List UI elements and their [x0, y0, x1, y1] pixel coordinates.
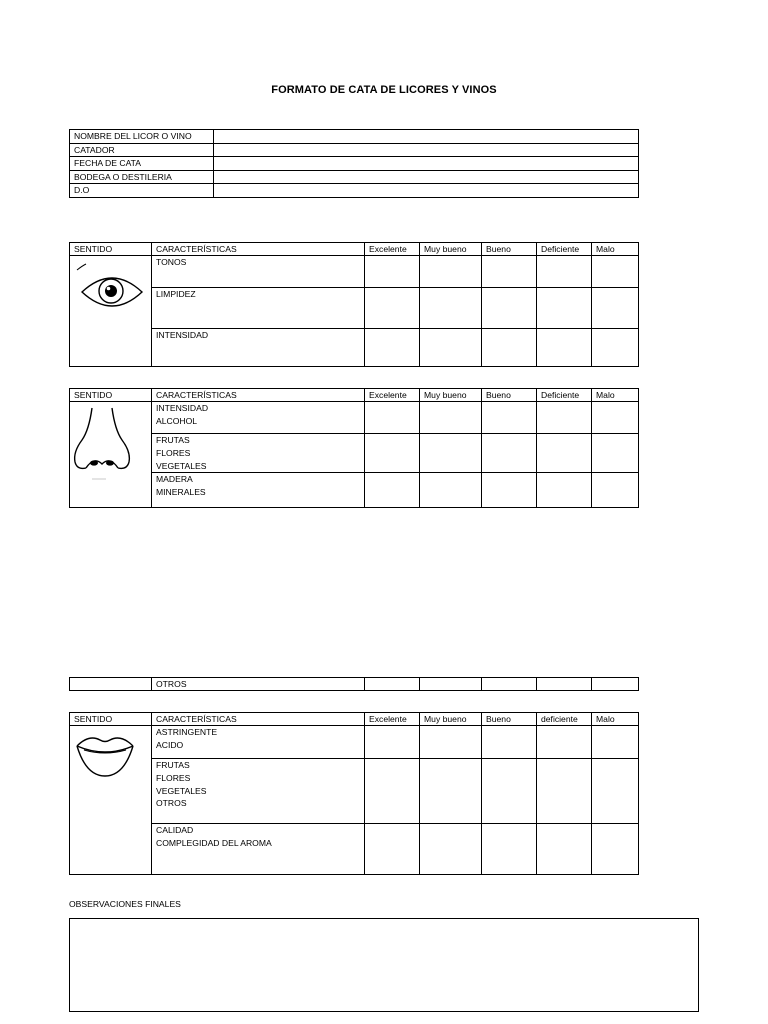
observations-textarea[interactable] — [69, 918, 699, 1012]
characteristic-label: LIMPIDEZ — [156, 289, 196, 299]
sense-cell-taste — [70, 726, 152, 875]
rating-cell-malo[interactable] — [592, 824, 639, 875]
nose-icon — [72, 404, 132, 482]
rating-cell-malo[interactable] — [592, 256, 639, 288]
sense-cell-smell — [70, 402, 152, 508]
header-muy-bueno: Muy bueno — [420, 713, 482, 726]
table-row — [70, 759, 639, 824]
rating-cell-malo[interactable] — [592, 726, 639, 759]
characteristic-cell — [152, 726, 365, 759]
characteristic-cell — [152, 256, 365, 288]
rating-cell-deficiente[interactable] — [537, 256, 592, 288]
rating-cell-deficiente[interactable] — [537, 329, 592, 367]
info-value-field[interactable] — [214, 184, 639, 198]
info-value-field[interactable] — [214, 157, 639, 171]
table-header-row — [70, 389, 639, 402]
characteristic-cell — [152, 434, 365, 473]
table-header-row — [70, 713, 639, 726]
rating-cell-deficiente[interactable] — [537, 759, 592, 824]
rating-cell-deficiente[interactable] — [537, 288, 592, 329]
info-label: FECHA DE CATA — [70, 157, 214, 171]
rating-cell-excelente[interactable] — [365, 678, 420, 691]
rating-cell-muy-bueno[interactable] — [420, 256, 482, 288]
rating-cell-excelente[interactable] — [365, 473, 420, 508]
table-row — [70, 256, 639, 288]
characteristic-cell — [152, 759, 365, 824]
header-malo: Malo — [592, 389, 639, 402]
header-muy-bueno: Muy bueno — [420, 389, 482, 402]
rating-cell-muy-bueno[interactable] — [420, 678, 482, 691]
characteristic-cell — [152, 288, 365, 329]
rating-cell-malo[interactable] — [592, 329, 639, 367]
table-row — [70, 434, 639, 473]
rating-cell-bueno[interactable] — [482, 473, 537, 508]
header-sentido: SENTIDO — [70, 243, 152, 256]
header-excelente: Excelente — [365, 389, 420, 402]
info-value-field[interactable] — [214, 170, 639, 184]
lips-icon — [74, 730, 136, 780]
header-bueno: Bueno — [482, 389, 537, 402]
sight-table — [69, 242, 639, 367]
rating-cell-bueno[interactable] — [482, 824, 537, 875]
header-caracteristicas: CARACTERÍSTICAS — [152, 389, 365, 402]
characteristic-label: INTENSIDAD — [156, 330, 209, 340]
rating-cell-bueno[interactable] — [482, 726, 537, 759]
info-label: CATADOR — [70, 143, 214, 157]
header-muy-bueno: Muy bueno — [420, 243, 482, 256]
rating-cell-deficiente[interactable] — [537, 726, 592, 759]
info-table — [69, 129, 639, 198]
characteristic-cell — [152, 402, 365, 434]
characteristic-label: FRUTAS — [156, 760, 190, 770]
info-row — [70, 157, 639, 171]
rating-cell-malo[interactable] — [592, 759, 639, 824]
info-row — [70, 170, 639, 184]
sense-cell-sight — [70, 256, 152, 367]
rating-cell-excelente[interactable] — [365, 824, 420, 875]
table-row — [70, 678, 639, 691]
header-bueno: Bueno — [482, 243, 537, 256]
rating-cell-malo[interactable] — [592, 678, 639, 691]
rating-cell-excelente[interactable] — [365, 434, 420, 473]
header-bueno: Bueno — [482, 713, 537, 726]
rating-cell-muy-bueno[interactable] — [420, 759, 482, 824]
rating-cell-deficiente[interactable] — [537, 402, 592, 434]
rating-cell-bueno[interactable] — [482, 256, 537, 288]
rating-cell-bueno[interactable] — [482, 288, 537, 329]
info-label: BODEGA O DESTILERIA — [70, 170, 214, 184]
table-row — [70, 473, 639, 508]
rating-cell-deficiente[interactable] — [537, 473, 592, 508]
rating-cell-bueno[interactable] — [482, 759, 537, 824]
rating-cell-malo[interactable] — [592, 473, 639, 508]
header-sentido: SENTIDO — [70, 389, 152, 402]
rating-cell-bueno[interactable] — [482, 329, 537, 367]
table-header-row — [70, 243, 639, 256]
characteristic-cell — [152, 824, 365, 875]
characteristic-label: TONOS — [156, 257, 187, 267]
rating-cell-muy-bueno[interactable] — [420, 329, 482, 367]
rating-cell-malo[interactable] — [592, 402, 639, 434]
sense-cell-empty — [70, 678, 152, 691]
table-row — [70, 288, 639, 329]
characteristic-label: VEGETALES — [156, 460, 207, 471]
characteristic-label: CALIDAD — [156, 825, 194, 835]
rating-cell-malo[interactable] — [592, 288, 639, 329]
characteristic-label: VEGETALES — [156, 785, 207, 796]
characteristic-label: OTROS — [156, 798, 187, 809]
header-deficiente: Deficiente — [537, 243, 592, 256]
rating-cell-excelente[interactable] — [365, 726, 420, 759]
table-row — [70, 824, 639, 875]
header-malo: Malo — [592, 713, 639, 726]
rating-cell-excelente[interactable] — [365, 288, 420, 329]
characteristic-label: FLORES — [156, 772, 191, 783]
table-row — [70, 726, 639, 759]
rating-cell-malo[interactable] — [592, 434, 639, 473]
info-label: NOMBRE DEL LICOR O VINO — [70, 130, 214, 144]
info-row — [70, 184, 639, 198]
rating-cell-muy-bueno[interactable] — [420, 726, 482, 759]
rating-cell-muy-bueno[interactable] — [420, 402, 482, 434]
rating-cell-bueno[interactable] — [482, 434, 537, 473]
info-row — [70, 130, 639, 144]
table-row — [70, 402, 639, 434]
info-value-field[interactable] — [214, 143, 639, 157]
header-excelente: Excelente — [365, 243, 420, 256]
rating-cell-deficiente[interactable] — [537, 678, 592, 691]
characteristic-label: ASTRINGENTE — [156, 727, 218, 737]
header-excelente: Excelente — [365, 713, 420, 726]
rating-cell-muy-bueno[interactable] — [420, 288, 482, 329]
rating-cell-bueno[interactable] — [482, 402, 537, 434]
rating-cell-muy-bueno[interactable] — [420, 434, 482, 473]
characteristic-cell: OTROS — [152, 678, 365, 691]
rating-cell-muy-bueno[interactable] — [420, 473, 482, 508]
header-malo: Malo — [592, 243, 639, 256]
rating-cell-muy-bueno[interactable] — [420, 824, 482, 875]
characteristic-cell — [152, 473, 365, 508]
rating-cell-excelente[interactable] — [365, 402, 420, 434]
info-row — [70, 143, 639, 157]
rating-cell-deficiente[interactable] — [537, 434, 592, 473]
characteristic-label: COMPLEGIDAD DEL AROMA — [156, 837, 272, 848]
eye-icon — [76, 260, 146, 318]
header-caracteristicas: CARACTERÍSTICAS — [152, 713, 365, 726]
rating-cell-excelente[interactable] — [365, 329, 420, 367]
taste-table — [69, 712, 639, 875]
smell-extra-table — [69, 677, 639, 691]
characteristic-label: FRUTAS — [156, 435, 190, 445]
characteristic-label: INTENSIDAD — [156, 403, 209, 413]
header-caracteristicas: CARACTERÍSTICAS — [152, 243, 365, 256]
characteristic-label: FLORES — [156, 447, 191, 458]
characteristic-label: ALCOHOL — [156, 415, 198, 426]
characteristic-label: MINERALES — [156, 487, 206, 498]
smell-table — [69, 388, 639, 508]
characteristic-label: ACIDO — [156, 739, 184, 750]
info-value-field[interactable] — [214, 130, 639, 144]
info-label: D.O — [70, 184, 214, 198]
rating-cell-bueno[interactable] — [482, 678, 537, 691]
characteristic-label: MADERA — [156, 474, 193, 485]
observations-label: OBSERVACIONES FINALES — [69, 899, 181, 909]
header-sentido: SENTIDO — [70, 713, 152, 726]
rating-cell-deficiente[interactable] — [537, 824, 592, 875]
header-deficiente: deficiente — [537, 713, 592, 726]
rating-cell-excelente[interactable] — [365, 256, 420, 288]
table-row — [70, 329, 639, 367]
page-title: FORMATO DE CATA DE LICORES Y VINOS — [271, 84, 497, 96]
rating-cell-excelente[interactable] — [365, 759, 420, 824]
characteristic-cell — [152, 329, 365, 367]
header-deficiente: Deficiente — [537, 389, 592, 402]
